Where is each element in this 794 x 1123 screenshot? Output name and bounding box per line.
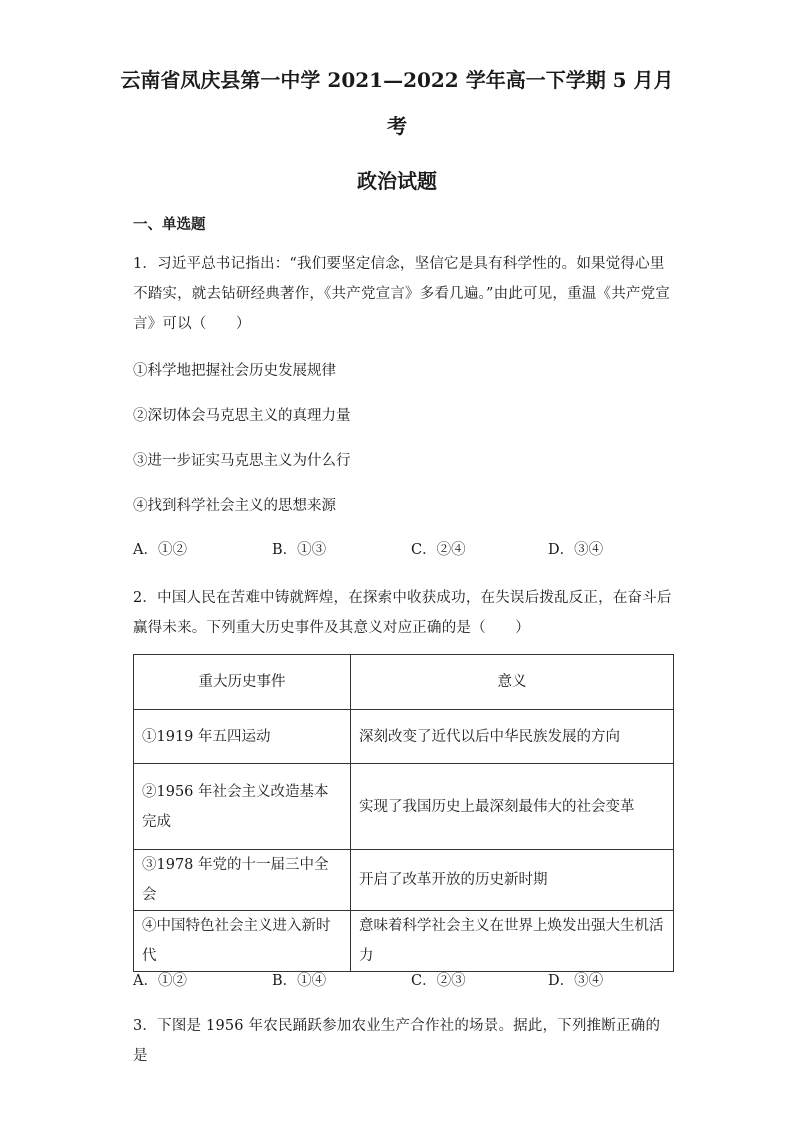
choice-b: B．①③: [272, 542, 327, 558]
table-cell-meaning: 意味着科学社会主义在世界上焕发出强大生机活力: [351, 911, 674, 972]
table-header-row: [134, 655, 674, 710]
exam-title-line1: 云南省凤庆县第一中学 2021—2022 学年高一下学期 5 月月: [120, 68, 674, 92]
choice-d: D．③④: [548, 542, 604, 558]
table-cell-meaning: 开启了改革开放的历史新时期: [351, 850, 674, 911]
question-1-item-2: ②深切体会马克思主义的真理力量: [133, 408, 351, 424]
choice-a: A．①②: [133, 542, 187, 558]
table-header-event: 重大历史事件: [134, 655, 351, 710]
table-row: [134, 764, 674, 850]
question-1-stem: 1．习近平总书记指出：“我们要坚定信念，坚信它是具有科学性的。如果觉得心里不踏实，就去钻研经典著作，《共产党宣言》多看几遍。”由此可见，重温《共产党宣言》可以（ ）: [133, 256, 671, 332]
table-header-meaning: 意义: [351, 655, 674, 710]
question-2-stem: 2．中国人民在苦难中铸就辉煌，在探索中收获成功，在失误后拨乱反正，在奋斗后赢得未来。下列重大历史事件及其意义对应正确的是（ ）: [133, 590, 672, 636]
table-cell-event: ④中国特色社会主义进入新时代: [134, 911, 351, 972]
table-row: [134, 911, 674, 972]
question-1-choices: [133, 539, 673, 561]
table-cell-meaning: 深刻改变了近代以后中华民族发展的方向: [351, 710, 674, 764]
table-cell-event: ①1919 年五四运动: [134, 710, 351, 764]
choice-d: D．③④: [548, 973, 604, 989]
table-row: [134, 710, 674, 764]
choice-c: C．②③: [411, 973, 466, 989]
question-2-choices: [133, 970, 673, 992]
question-1-item-3: ③进一步证实马克思主义为什么行: [133, 453, 351, 469]
history-events-table: [133, 654, 674, 972]
choice-a: A．①②: [133, 973, 187, 989]
question-1-item-4: ④找到科学社会主义的思想来源: [133, 498, 336, 514]
question-1-item-1: ①科学地把握社会历史发展规律: [133, 363, 336, 379]
choice-b: B．①④: [272, 973, 327, 989]
table-cell-event: ②1956 年社会主义改造基本完成: [134, 764, 351, 850]
table-cell-meaning: 实现了我国历史上最深刻最伟大的社会变革: [351, 764, 674, 850]
table-cell-event: ③1978 年党的十一届三中全会: [134, 850, 351, 911]
exam-title-line2: 考: [387, 114, 407, 138]
section-heading: 一、单选题: [133, 216, 206, 233]
table-row: [134, 850, 674, 911]
exam-subject-title: 政治试题: [357, 169, 437, 193]
question-3-stem: 3．下图是 1956 年农民踊跃参加农业生产合作社的场景。据此，下列推断正确的是: [133, 1018, 661, 1064]
choice-c: C．②④: [411, 542, 466, 558]
